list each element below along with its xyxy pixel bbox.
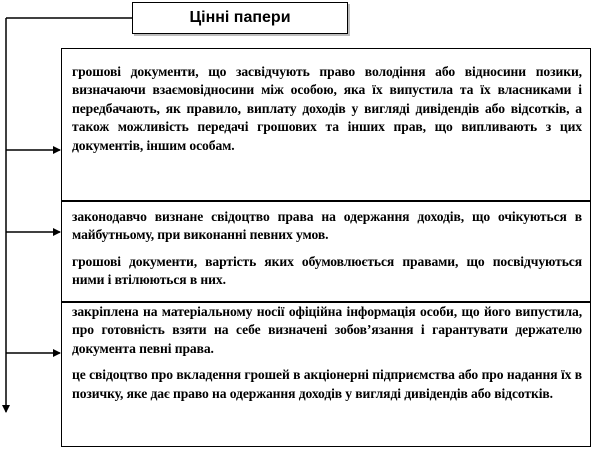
definition-text: грошові документи, що засвідчують право володіння або відносини позики, визначаючи взаємовідносини між особою, яка їх випустила та їх власниками і передбачають, як правило, виплату доходів у вигляді дивідендів або відсотків, а також можливість передачі грошових та інших прав, що випливають з цих документів, іншим особам. xyxy=(72,64,582,153)
definition-text: закріплена на матеріальному носії офіційна інформація особи, що його випустила, про готовність взяти на себе визначені зобов’язання і гарантувати держателю документа певні права. xyxy=(72,304,582,356)
definition-text: грошові документи, вартість яких обумовлюється правами, що посвідчуються ними і втілюються в них. xyxy=(72,253,582,288)
title-box xyxy=(132,2,348,34)
definition-text: це свідоцтво про вкладення грошей в акціонерні підприємства або про надання їх в позичку, яке дає право на одержання доходів у вигляді дивідендів або відсотків. xyxy=(72,367,582,401)
definition-box-3 xyxy=(61,302,591,447)
definition-box-1 xyxy=(61,48,591,201)
definition-text: законодавчо визнане свідоцтво права на одержання доходів, що очікуються в майбутньому, при виконанні певних умов. xyxy=(72,209,582,243)
diagram-title: Цінні папери xyxy=(189,9,291,26)
definition-box-2 xyxy=(61,201,591,302)
